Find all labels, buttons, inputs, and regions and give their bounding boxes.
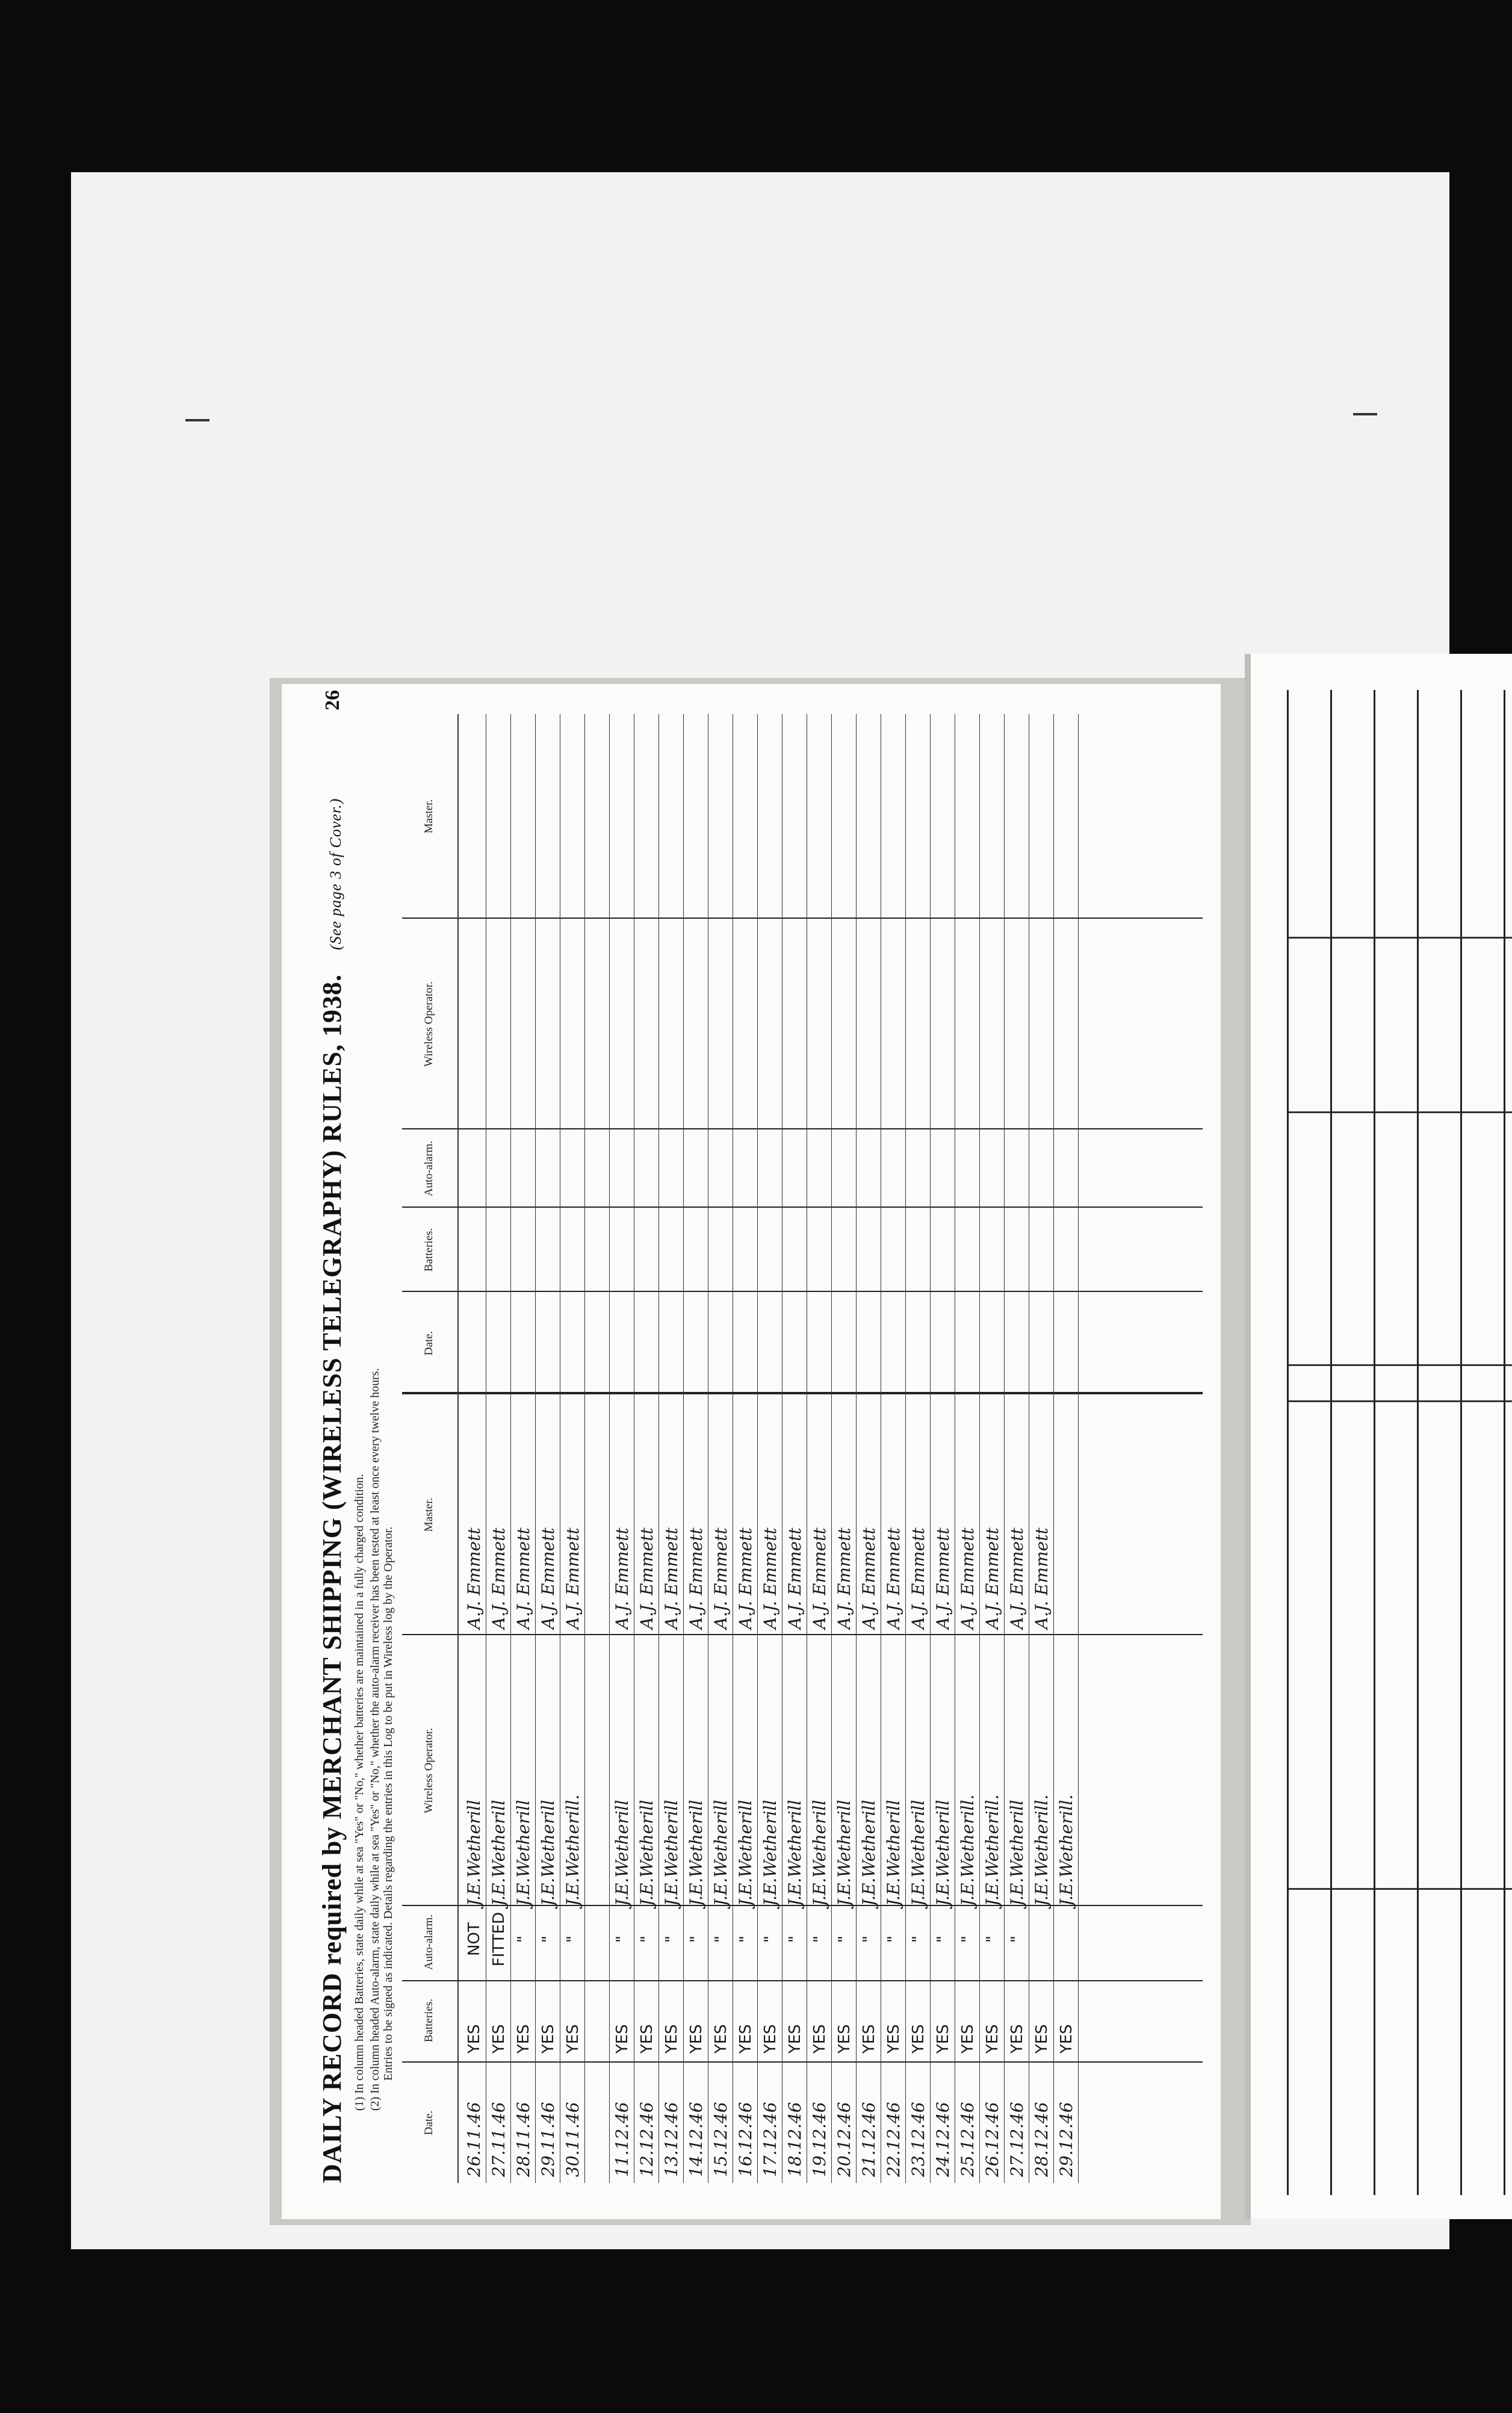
table-row	[1030, 714, 1054, 2183]
header-batteries: Batteries.	[423, 1998, 435, 2043]
auto-alarm-cell: "	[663, 1936, 681, 1943]
batteries-cell: YES	[687, 2024, 705, 2054]
date-cell: 13.12.46	[662, 2102, 681, 2177]
batteries-cell: YES	[515, 2024, 533, 2054]
operator-signature: J.E.Wetherill.	[982, 1794, 1002, 1906]
table-row	[981, 714, 1005, 2183]
master-signature: A.J. Emmett	[982, 1527, 1002, 1629]
date-cell: 24.12.46	[933, 2102, 953, 2177]
batteries-cell: YES	[835, 2024, 854, 2054]
master-signature: A.J. Emmett	[884, 1527, 903, 1629]
header-master: Master.	[423, 1497, 435, 1532]
page-rule	[1417, 690, 1419, 2195]
auto-alarm-cell: "	[811, 1936, 829, 1943]
batteries-cell: YES	[1033, 2024, 1051, 2054]
page-rule	[1287, 937, 1512, 939]
auto-alarm-cell: "	[687, 1936, 705, 1943]
auto-alarm-cell: "	[934, 1936, 952, 1943]
table-row	[857, 714, 881, 2183]
master-signature: A.J. Emmett	[958, 1527, 978, 1629]
header-auto-alarm-2: Auto-alarm.	[423, 1140, 435, 1197]
operator-signature: J.E.Wetherill	[686, 1800, 706, 1906]
instruction-2: (2) In column headed Auto-alarm, state daily while at sea "Yes" or "No," whether the auto-alarm receiver has been tested at least once every twelve hours.	[368, 1368, 382, 2111]
operator-signature: J.E.Wetherill.	[563, 1794, 583, 1906]
operator-signature: J.E.Wetherill.	[1056, 1794, 1076, 1906]
table-row	[635, 714, 659, 2183]
batteries-cell: YES	[613, 2024, 631, 2054]
master-signature: A.J. Emmett	[489, 1527, 509, 1629]
date-cell: 27.12.46	[1007, 2102, 1027, 2177]
operator-signature: J.E.Wetherill	[489, 1800, 509, 1906]
auto-alarm-cell: "	[786, 1936, 804, 1943]
date-cell: 12.12.46	[637, 2102, 657, 2177]
date-cell: 18.12.46	[785, 2102, 805, 2177]
table-row	[956, 714, 980, 2183]
date-cell: 19.12.46	[810, 2102, 829, 2177]
page-rule	[1287, 1111, 1512, 1113]
operator-signature: J.E.Wetherill	[736, 1800, 755, 1906]
row-rule	[1053, 714, 1054, 2183]
auto-alarm-cell: "	[1008, 1936, 1026, 1943]
operator-signature	[586, 1641, 610, 1906]
table-row	[709, 714, 733, 2183]
table-row	[758, 714, 782, 2183]
operator-signature: J.E.Wetherill	[464, 1800, 484, 1906]
table-row	[610, 714, 634, 2183]
master-signature: A.J. Emmett	[612, 1527, 632, 1629]
operator-signature: J.E.Wetherill	[908, 1800, 928, 1906]
table-row	[660, 714, 684, 2183]
date-cell: 22.12.46	[884, 2102, 903, 2177]
row-rule	[979, 714, 980, 2183]
batteries-cell: YES	[934, 2024, 952, 2054]
auto-alarm-cell	[1030, 1903, 1054, 1975]
auto-alarm-cell: FITTED	[490, 1911, 508, 1967]
master-signature: A.J. Emmett	[785, 1527, 805, 1629]
date-cell: 16.12.46	[736, 2102, 755, 2177]
date-cell	[586, 2069, 610, 2177]
batteries-cell: YES	[959, 2024, 977, 2054]
auto-alarm-cell: "	[564, 1936, 582, 1943]
page-rule	[1374, 690, 1375, 2195]
operator-signature: J.E.Wetherill	[785, 1800, 805, 1906]
left-page	[282, 684, 1221, 2219]
header-wireless-operator-2: Wireless Operator.	[423, 981, 435, 1067]
operator-signature: J.E.Wetherill.	[958, 1794, 978, 1906]
master-signature: A.J. Emmett	[933, 1527, 953, 1629]
table-row	[536, 714, 560, 2183]
batteries-cell: YES	[811, 2024, 829, 2054]
auto-alarm-cell: "	[638, 1936, 656, 1943]
batteries-cell: YES	[712, 2024, 730, 2054]
header-date-2: Date.	[423, 1331, 435, 1356]
table-row	[931, 714, 955, 2183]
header-rule	[457, 714, 459, 2183]
row-rule	[1078, 714, 1079, 2183]
header-wireless-operator: Wireless Operator.	[423, 1728, 435, 1813]
auto-alarm-cell: "	[515, 1936, 533, 1943]
row-rule	[510, 714, 511, 2183]
row-rule	[535, 714, 536, 2183]
date-cell: 15.12.46	[711, 2102, 731, 2177]
row-rule	[757, 714, 758, 2183]
auto-alarm-cell: "	[737, 1936, 755, 1943]
batteries-cell	[586, 1981, 610, 2054]
operator-signature: J.E.Wetherill	[834, 1800, 854, 1906]
scanned-sheet	[71, 172, 1449, 2249]
table-row	[512, 714, 536, 2183]
row-rule	[609, 714, 610, 2183]
batteries-cell: YES	[984, 2024, 1002, 2054]
date-cell: 26.11.46	[464, 2102, 484, 2177]
batteries-cell: YES	[1058, 2024, 1076, 2054]
master-signature: A.J. Emmett	[760, 1527, 780, 1629]
header-batteries-2: Batteries.	[423, 1228, 435, 1272]
table-row	[832, 714, 857, 2183]
batteries-cell: YES	[490, 2024, 508, 2054]
date-cell: 14.12.46	[686, 2102, 706, 2177]
batteries-cell: YES	[909, 2024, 928, 2054]
master-signature: A.J. Emmett	[563, 1527, 583, 1629]
master-signature	[586, 1400, 610, 1629]
row-rule	[905, 714, 906, 2183]
table-row	[783, 714, 807, 2183]
table-row	[684, 714, 708, 2183]
date-cell: 21.12.46	[859, 2102, 879, 2177]
master-signature: A.J. Emmett	[908, 1527, 928, 1629]
auto-alarm-cell: "	[909, 1936, 928, 1943]
corner-mark	[1353, 413, 1377, 415]
auto-alarm-cell: "	[885, 1936, 903, 1943]
page-rule	[1287, 1888, 1512, 1890]
ledger-book	[270, 678, 1251, 2225]
right-page	[1245, 654, 1512, 2219]
table-row	[882, 714, 906, 2183]
master-signature: A.J. Emmett	[1032, 1527, 1052, 1629]
batteries-cell: YES	[737, 2024, 755, 2054]
date-cell: 25.12.46	[958, 2102, 978, 2177]
master-signature	[1055, 1400, 1079, 1629]
master-signature: A.J. Emmett	[513, 1527, 533, 1629]
header-date: Date.	[423, 2110, 435, 2135]
table-row	[462, 714, 486, 2183]
auto-alarm-cell: "	[860, 1936, 878, 1943]
date-cell: 23.12.46	[908, 2102, 928, 2177]
row-rule	[683, 714, 684, 2183]
operator-signature: J.E.Wetherill	[859, 1800, 879, 1906]
date-cell: 29.12.46	[1056, 2102, 1076, 2177]
row-rule	[584, 714, 585, 2183]
batteries-cell: YES	[539, 2024, 557, 2054]
auto-alarm-cell: "	[984, 1936, 1002, 1943]
page-rule	[1287, 1364, 1512, 1366]
table-row	[487, 714, 511, 2183]
header-auto-alarm: Auto-alarm.	[423, 1914, 435, 1970]
batteries-cell: YES	[786, 2024, 804, 2054]
table-row	[734, 714, 758, 2183]
title-text: DAILY RECORD required by MERCHANT SHIPPING (WIRELESS TELEGRAPHY) RULES, 1938.	[317, 974, 347, 2183]
master-signature: A.J. Emmett	[637, 1527, 657, 1629]
master-signature: A.J. Emmett	[810, 1527, 829, 1629]
table-row	[906, 714, 931, 2183]
table-row	[1055, 714, 1079, 2183]
operator-signature: J.E.Wetherill	[884, 1800, 903, 1906]
instruction-3: Entries to be signed as indicated. Details regarding the entries in this Log to be put in Wireless log by the Operator.	[382, 1526, 395, 2081]
auto-alarm-cell: "	[835, 1936, 854, 1943]
date-cell: 27.11.46	[489, 2102, 509, 2177]
master-signature: A.J. Emmett	[711, 1527, 731, 1629]
table-row	[586, 714, 610, 2183]
instruction-1: (1) In column headed Batteries, state daily while at sea "Yes" or "No," whether batteries are maintained in a fully charged condition.	[353, 1474, 366, 2111]
operator-signature: J.E.Wetherill	[612, 1800, 632, 1906]
operator-signature: J.E.Wetherill	[810, 1800, 829, 1906]
auto-alarm-cell: "	[712, 1936, 730, 1943]
date-cell: 11.12.46	[612, 2102, 632, 2177]
auto-alarm-cell: "	[959, 1936, 977, 1943]
row-rule	[856, 714, 857, 2183]
operator-signature: J.E.Wetherill.	[1032, 1794, 1052, 1906]
auto-alarm-cell: "	[761, 1936, 779, 1943]
record-table	[402, 714, 1203, 2183]
operator-signature: J.E.Wetherill	[662, 1800, 681, 1906]
table-row	[808, 714, 832, 2183]
date-cell: 28.11.46	[513, 2102, 533, 2177]
page-title	[317, 762, 347, 2183]
table-row	[1005, 714, 1029, 2183]
header-master-2: Master.	[423, 799, 435, 834]
master-signature: A.J. Emmett	[1007, 1527, 1027, 1629]
page-rule	[1460, 690, 1462, 2195]
page-rule	[1504, 690, 1505, 2195]
title-note: (See page 3 of Cover.)	[327, 798, 344, 950]
batteries-cell: YES	[1008, 2024, 1026, 2054]
batteries-cell: YES	[860, 2024, 878, 2054]
batteries-cell: YES	[761, 2024, 779, 2054]
batteries-cell: YES	[663, 2024, 681, 2054]
date-cell: 17.12.46	[760, 2102, 780, 2177]
page-rule	[1287, 1400, 1512, 1402]
corner-mark	[185, 419, 209, 421]
auto-alarm-cell: "	[539, 1936, 557, 1943]
date-cell: 26.12.46	[982, 2102, 1002, 2177]
page-number: 26	[321, 690, 344, 710]
date-cell: 20.12.46	[834, 2102, 854, 2177]
batteries-cell: YES	[465, 2024, 483, 2054]
rotated-page-content	[282, 684, 1221, 2219]
row-rule	[1004, 714, 1005, 2183]
operator-signature: J.E.Wetherill	[760, 1800, 780, 1906]
page-rule	[1330, 690, 1332, 2195]
row-rule	[930, 714, 931, 2183]
row-rule	[658, 714, 659, 2183]
date-cell: 28.12.46	[1032, 2102, 1052, 2177]
batteries-cell: YES	[638, 2024, 656, 2054]
auto-alarm-cell	[586, 1903, 610, 1975]
table-row	[561, 714, 585, 2183]
auto-alarm-cell: NOT	[465, 1922, 483, 1956]
page-rule	[1287, 690, 1289, 2195]
auto-alarm-cell: "	[613, 1936, 631, 1943]
master-signature: A.J. Emmett	[538, 1527, 558, 1629]
auto-alarm-cell	[1055, 1903, 1079, 1975]
master-signature: A.J. Emmett	[686, 1527, 706, 1629]
operator-signature: J.E.Wetherill	[538, 1800, 558, 1906]
operator-signature: J.E.Wetherill	[933, 1800, 953, 1906]
master-signature: A.J. Emmett	[736, 1527, 755, 1629]
operator-signature: J.E.Wetherill	[513, 1800, 533, 1906]
master-signature: A.J. Emmett	[662, 1527, 681, 1629]
master-signature: A.J. Emmett	[859, 1527, 879, 1629]
batteries-cell: YES	[564, 2024, 582, 2054]
master-signature: A.J. Emmett	[834, 1527, 854, 1629]
master-signature: A.J. Emmett	[464, 1527, 484, 1629]
operator-signature: J.E.Wetherill	[637, 1800, 657, 1906]
operator-signature: J.E.Wetherill	[711, 1800, 731, 1906]
date-cell: 29.11.46	[538, 2102, 558, 2177]
date-cell: 30.11.46	[563, 2102, 583, 2177]
batteries-cell: YES	[885, 2024, 903, 2054]
row-rule	[831, 714, 832, 2183]
operator-signature: J.E.Wetherill	[1007, 1800, 1027, 1906]
